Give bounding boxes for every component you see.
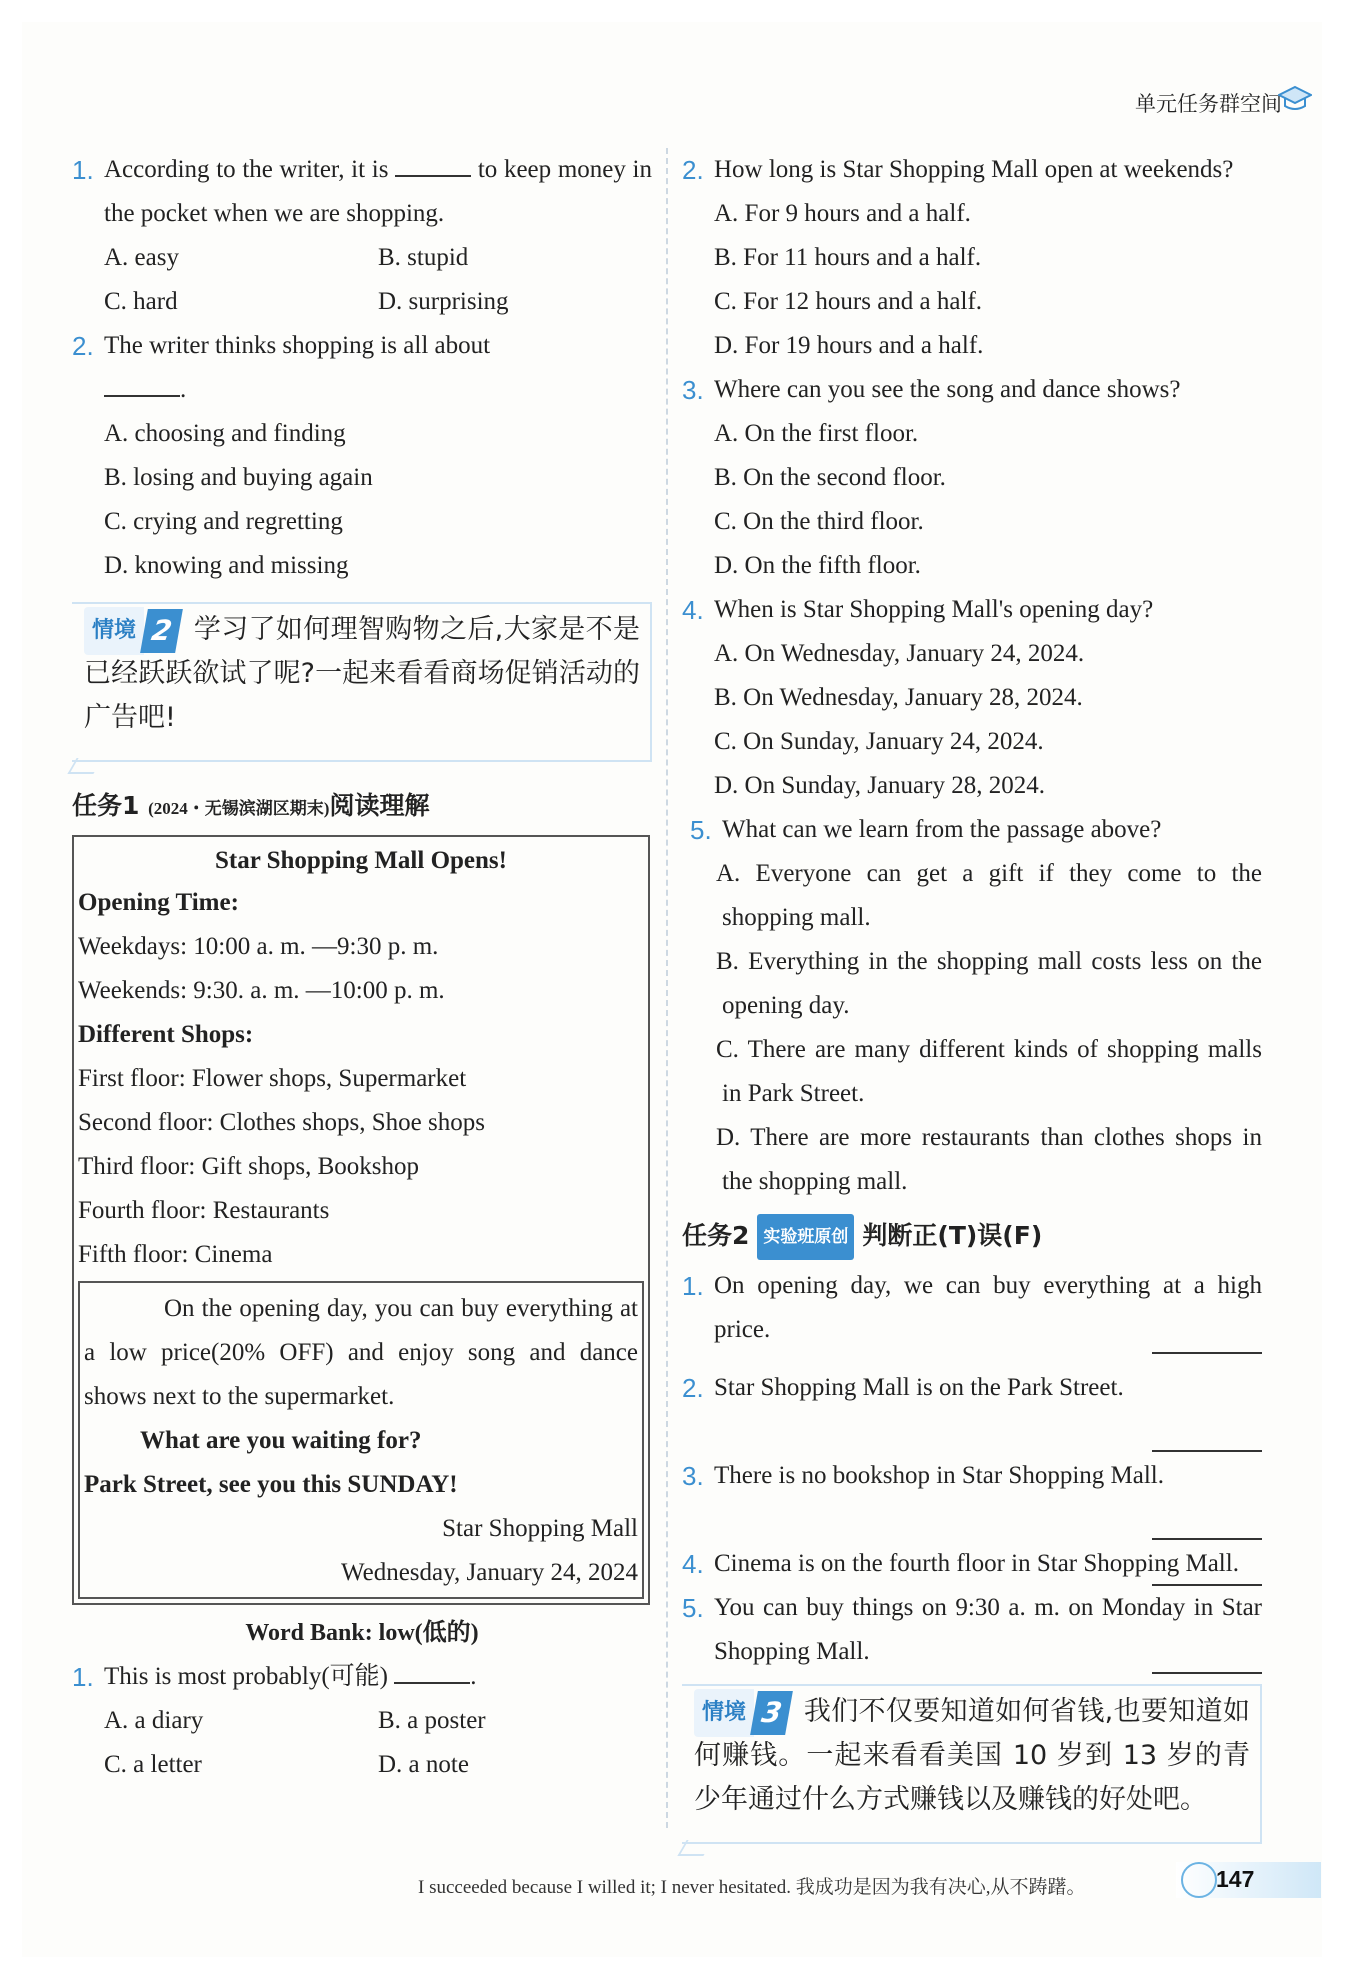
option-c[interactable]: C. On Sunday, January 24, 2024.	[714, 728, 1044, 755]
question-text: When is Star Shopping Mall's opening day?	[714, 596, 1154, 623]
reading-question-1: 1. This is most probably(可能) .	[72, 1655, 652, 1699]
statement-text: You can buy things on 9:30 a. m. on Monday in Star Shopping Mall.	[714, 1594, 1262, 1665]
question-number: 3.	[682, 375, 704, 405]
option-c[interactable]: C. There are many different kinds of shopping malls in Park Street.	[716, 1036, 1262, 1107]
situation-3-box	[682, 1684, 1262, 1856]
reading-question-4	[682, 588, 1262, 632]
reading-question-2	[682, 148, 1262, 192]
weekends-hours: Weekends: 9:30. a. m. —10:00 p. m.	[78, 977, 445, 1004]
floor-2: Second floor: Clothes shops, Shoe shops	[78, 1109, 485, 1136]
option-b[interactable]: B. losing and buying again	[104, 464, 373, 491]
answer-blank[interactable]	[1152, 1642, 1262, 1674]
option-a[interactable]: A. easy	[104, 244, 179, 271]
question-2	[72, 324, 652, 368]
option-a[interactable]: A. a diary	[104, 1707, 204, 1734]
floor-1: First floor: Flower shops, Supermarket	[78, 1065, 467, 1092]
question-text: Where can you see the song and dance shows?	[714, 376, 1181, 403]
option-b[interactable]: B. a poster	[378, 1707, 486, 1734]
original-tag: 实验班原创	[757, 1214, 854, 1260]
situation-badge: 情境 3	[694, 1694, 790, 1732]
option-b[interactable]: B. Everything in the shopping mall costs less on the opening day.	[716, 948, 1262, 1019]
option-b[interactable]: B. On Wednesday, January 28, 2024.	[714, 684, 1083, 711]
answer-blank[interactable]	[1152, 1508, 1262, 1540]
task-source: (2024・无锡滨湖区期末)	[148, 799, 330, 818]
page-ring-icon	[1181, 1862, 1217, 1898]
page-number: 147	[1216, 1866, 1255, 1892]
task-1-heading: 任务1 (2024・无锡滨湖区期末)阅读理解	[72, 791, 430, 820]
question-text-cont: to keep money in the pocket when we are shopping.	[104, 156, 652, 227]
question-number: 5.	[682, 1593, 704, 1623]
option-c[interactable]: C. hard	[104, 288, 178, 315]
promo-question: What are you waiting for?	[140, 1427, 422, 1454]
reading-question-3	[682, 368, 1262, 412]
question-text: According to the writer, it is	[104, 156, 389, 183]
question-number: 3.	[682, 1461, 704, 1491]
word-bank: Word Bank: low(低的)	[245, 1620, 479, 1646]
option-c[interactable]: C. a letter	[104, 1751, 202, 1778]
option-a[interactable]: A. Everyone can get a gift if they come to the shopping mall.	[716, 860, 1262, 931]
promo-invite: Park Street, see you this SUNDAY!	[84, 1471, 458, 1498]
options-row	[72, 1699, 652, 1743]
floor-3: Third floor: Gift shops, Bookshop	[78, 1153, 419, 1180]
question-number: 5.	[690, 815, 712, 845]
right-column	[682, 148, 1262, 1856]
question-text: What can we learn from the passage above?	[722, 816, 1162, 843]
answer-blank[interactable]	[394, 1662, 470, 1684]
question-number: 4.	[682, 1549, 704, 1579]
option-b[interactable]: B. On the second floor.	[714, 464, 946, 491]
situation-text: 学习了如何理智购物之后,大家是不是已经跃跃欲试了呢?一起来看看商场促销活动的广告吧!	[84, 614, 640, 733]
graduation-cap-icon	[1278, 84, 1312, 114]
question-number: 2.	[72, 331, 94, 361]
options-row	[72, 280, 652, 324]
ad-promo-box	[78, 1281, 644, 1599]
option-c[interactable]: C. On the third floor.	[714, 508, 924, 535]
task-type: 阅读理解	[329, 791, 430, 820]
option-d[interactable]: D. On the fifth floor.	[714, 552, 921, 579]
question-number: 2.	[682, 155, 704, 185]
question-number: 1.	[682, 1271, 704, 1301]
answer-blank[interactable]	[1152, 1554, 1262, 1586]
situation-text: 我们不仅要知道如何省钱,也要知道如何赚钱。一起来看看美国 10 岁到 13 岁的青少年通过什么方式赚钱以及赚钱的好处吧。	[694, 1696, 1250, 1815]
true-false-item	[682, 1454, 1262, 1498]
situation-2-box	[72, 602, 652, 774]
question-text: How long is Star Shopping Mall open at weekends?	[714, 156, 1234, 183]
question-text: This is most probably(可能)	[104, 1663, 389, 1690]
ad-title: Star Shopping Mall Opens!	[215, 847, 507, 874]
advertisement-box	[72, 835, 650, 1605]
answer-blank[interactable]	[1152, 1322, 1262, 1354]
question-number: 1.	[72, 155, 94, 185]
option-d[interactable]: D. a note	[378, 1751, 469, 1778]
task-type: 判断正(T)误(F)	[862, 1221, 1043, 1250]
floor-5: Fifth floor: Cinema	[78, 1241, 273, 1268]
situation-badge: 情境 2	[84, 612, 180, 650]
option-a[interactable]: A. On the first floor.	[714, 420, 919, 447]
question-text: The writer thinks shopping is all about	[104, 332, 491, 359]
footer-quote: I succeeded because I willed it; I never hesitated. 我成功是因为我有决心,从不踌躇。	[418, 1877, 1086, 1898]
option-b[interactable]: B. stupid	[378, 244, 469, 271]
option-d[interactable]: D. For 19 hours and a half.	[714, 332, 984, 359]
option-a[interactable]: A. For 9 hours and a half.	[714, 200, 971, 227]
left-column	[72, 148, 652, 1787]
option-d[interactable]: D. surprising	[378, 288, 509, 315]
question-number: 4.	[682, 595, 704, 625]
question-number: 1.	[72, 1662, 94, 1692]
option-c[interactable]: C. For 12 hours and a half.	[714, 288, 983, 315]
task-2-heading: 任务2 实验班原创 判断正(T)误(F)	[682, 1214, 1262, 1260]
answer-blank[interactable]	[395, 155, 471, 177]
promo-text: On the opening day, you can buy everything at a low price(20% OFF) and enjoy song and dance shows next to the supermarket.	[84, 1295, 638, 1410]
statement-text: On opening day, we can buy everything at a high price.	[714, 1272, 1262, 1343]
unit-header-title: 单元任务群空间	[1135, 92, 1282, 116]
question-1	[72, 148, 652, 236]
column-divider	[666, 148, 668, 1828]
option-c[interactable]: C. crying and regretting	[104, 508, 343, 535]
option-a[interactable]: A. choosing and finding	[104, 420, 346, 447]
options-row	[72, 1743, 652, 1787]
floor-4: Fourth floor: Restaurants	[78, 1197, 330, 1224]
option-d[interactable]: D. There are more restaurants than clothes shops in the shopping mall.	[716, 1124, 1262, 1195]
answer-blank[interactable]	[1152, 1420, 1262, 1452]
opening-time-heading: Opening Time:	[78, 889, 239, 916]
statement-text: Star Shopping Mall is on the Park Street.	[714, 1374, 1124, 1401]
options-row	[72, 236, 652, 280]
answer-blank[interactable]	[104, 375, 180, 397]
shops-heading: Different Shops:	[78, 1021, 254, 1048]
option-b[interactable]: B. For 11 hours and a half.	[714, 244, 982, 271]
statement-text: Cinema is on the fourth floor in Star Shopping Mall.	[714, 1550, 1239, 1577]
reading-question-5	[682, 808, 1262, 852]
true-false-item	[682, 1366, 1262, 1410]
ad-date: Wednesday, January 24, 2024	[341, 1559, 638, 1586]
question-number: 2.	[682, 1373, 704, 1403]
ad-signature: Star Shopping Mall	[442, 1515, 638, 1542]
statement-text: There is no bookshop in Star Shopping Mall.	[714, 1462, 1164, 1489]
option-a[interactable]: A. On Wednesday, January 24, 2024.	[714, 640, 1085, 667]
answer-blank-line: .	[72, 368, 652, 412]
option-d[interactable]: D. On Sunday, January 28, 2024.	[714, 772, 1045, 799]
weekdays-hours: Weekdays: 10:00 a. m. —9:30 p. m.	[78, 933, 439, 960]
option-d[interactable]: D. knowing and missing	[104, 552, 349, 579]
